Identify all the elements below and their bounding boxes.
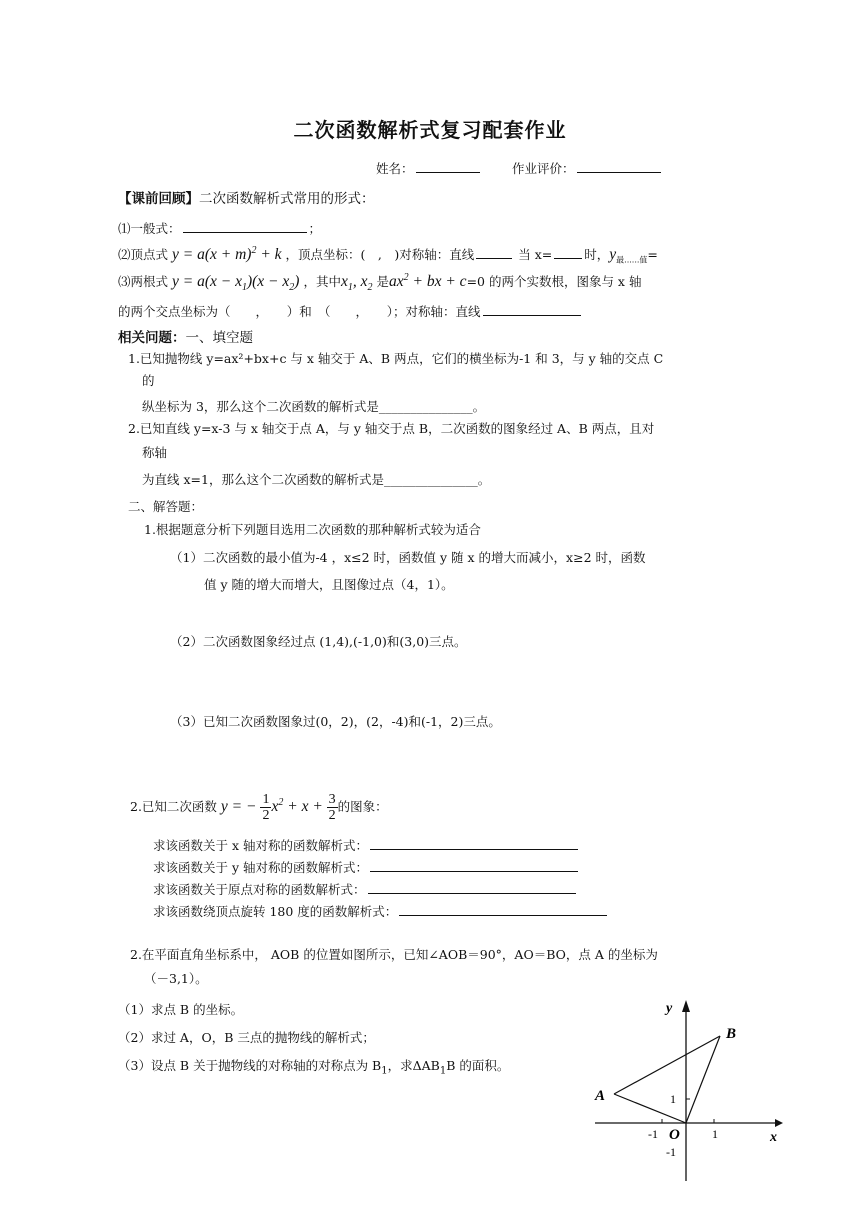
fraction-three-halves: $\frac{3}{2}$ <box>328 792 336 823</box>
segment-AB <box>614 1036 720 1094</box>
tick-label-y-1: 1 <box>670 1092 676 1106</box>
point-A-label: A <box>595 1088 606 1104</box>
section2-heading: 二、解答题： <box>128 499 204 514</box>
solve-q1-1-line1: （1）二次函数的最小值为-4 ，x≤2 时，函数值 y 随 x 的增大而减小，x≥2 时，函数 <box>170 550 646 565</box>
solve-q3-c: （3）设点 B 关于抛物线的对称轴的对称点为 $B_1$，求$\Delta AB_1B$ 的面积。 <box>118 1058 510 1077</box>
fill-q2-line3: 为直线 x=1，那么这个二次函数的解析式是_______________。 <box>142 472 491 487</box>
related-heading: 相关问题：一、填空题 <box>118 330 253 346</box>
fill-q1-line1: 1.已知抛物线 y=ax²+bx+c 与 x 轴交于 A、B 两点，它们的横坐标为-1 和 3，与 y 轴的交点 C <box>128 351 664 366</box>
solve-q2-c: 求该函数关于原点对称的函数解析式： <box>153 879 578 898</box>
solve-q3-b: （2）求过 A，O，B 三点的抛物线的解析式； <box>118 1030 375 1045</box>
coordinate-figure <box>590 996 790 1186</box>
solve-q3-line2: （－3,1）。 <box>144 971 208 986</box>
solve-q3-a: （1）求点 B 的坐标。 <box>118 1002 244 1017</box>
solve-q2-d: 求该函数绕顶点旋转 180 度的函数解析式： <box>153 901 609 920</box>
solve-q2-b: 求该函数关于 y 轴对称的函数解析式： <box>153 857 580 876</box>
solve-q3-line1: 2.在平面直角坐标系中， AOB 的位置如图所示，已知∠AOB＝90°，AO＝BO，点 A 的坐标为 <box>130 947 658 962</box>
solve-q1-3: （3）已知二次函数图象过(0，2)，(2，-4)和(-1，2)三点。 <box>170 714 501 729</box>
segment-OB <box>686 1036 720 1123</box>
name-field: 姓名： <box>376 158 482 177</box>
point-B-label: B <box>726 1026 737 1042</box>
tick-label-y-neg1: -1 <box>666 1145 676 1159</box>
grade-blank <box>577 158 661 173</box>
fill-q1-line2: 的 <box>142 373 155 388</box>
grade-field: 作业评价： <box>512 158 663 177</box>
y-axis-label: y <box>666 1001 673 1016</box>
tick-label-x-neg1: -1 <box>648 1127 658 1141</box>
page-title: 二次函数解析式复习配套作业 <box>293 118 567 142</box>
solve-q1-2: （2）二次函数图象经过点 (1,4),(-1,0)和(3,0)三点。 <box>170 634 467 649</box>
review-item-2: ⑵顶点式 $y = a(x + m)^2 + k$ ，顶点坐标：( , )对称轴：直线 当 x= 时，$y_{最......值}=$ <box>118 244 658 265</box>
solve-q2-a: 求该函数关于 x 轴对称的函数解析式： <box>153 835 580 854</box>
review-intro: 【课前回顾】二次函数解析式常用的形式： <box>118 191 375 207</box>
review-item-1: ⑴一般式： ； <box>118 218 321 237</box>
solve-q1-1-line2: 值 y 随的增大而增大，且图像过点（4，1）。 <box>204 577 454 592</box>
y-axis-arrow <box>682 1000 690 1012</box>
review-item-3-line2: 的两个交点坐标为（ ， ）和 （ ， ）；对称轴：直线 <box>118 301 583 320</box>
fraction-one-half: $\frac{1}{2}$ <box>262 792 270 823</box>
solve-q1: 1.根据题意分析下列题目选用二次函数的那种解析式较为适合 <box>144 522 481 537</box>
fill-q2-line2: 称轴 <box>142 445 168 460</box>
name-blank <box>416 158 480 173</box>
x-axis-label: x <box>770 1130 777 1145</box>
solve-q2-stem: 2.已知二次函数 y = − $\frac{1}{2}$ $x^2 + x$ + $\frac{3}{2}$ 的图象： <box>130 792 388 823</box>
tick-label-x-1: 1 <box>712 1127 718 1141</box>
x-axis-arrow <box>775 1119 783 1127</box>
review-item-3: ⑶两根式 $y = a(x - x_1)(x - x_2)$ ，其中$x_1$, $x_2$ 是$ax^2$ + bx + c=0 的两个实数根，图象与 x 轴 <box>118 272 642 294</box>
origin-label: O <box>669 1127 680 1143</box>
fill-q1-line3: 纵坐标为 3，那么这个二次函数的解析式是_______________。 <box>142 399 486 414</box>
fill-q2-line1: 2.已知直线 y=x-3 与 x 轴交于点 A，与 y 轴交于点 B，二次函数的图象经过 A、B 两点，且对 <box>128 421 655 436</box>
